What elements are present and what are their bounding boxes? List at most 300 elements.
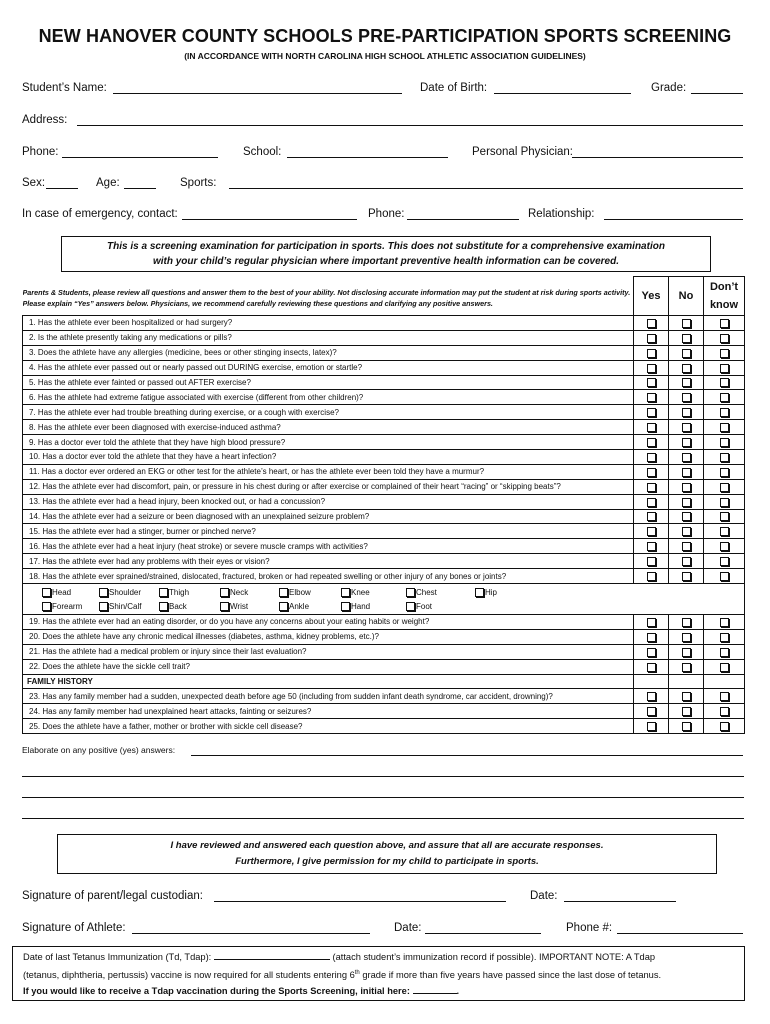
dont-know-checkbox[interactable] bbox=[720, 423, 729, 432]
question-text: 19. Has the athlete ever had an eating disorder, or do you have any concerns about your eating habits or weight? bbox=[23, 615, 634, 630]
dont-know-cell bbox=[704, 615, 745, 630]
yes-checkbox[interactable] bbox=[647, 319, 656, 328]
body-part-option[interactable] bbox=[475, 586, 497, 599]
body-parts-group bbox=[23, 585, 744, 613]
dont-know-checkbox[interactable] bbox=[720, 527, 729, 536]
parent-signature-field[interactable] bbox=[214, 901, 506, 902]
question-text: 24. Has any family member had unexplained heart attacks, fainting or seizures? bbox=[23, 704, 634, 719]
yes-checkbox[interactable] bbox=[647, 572, 656, 581]
body-part-option[interactable] bbox=[159, 600, 187, 613]
yes-checkbox[interactable] bbox=[647, 453, 656, 462]
body-part-label: Foot bbox=[416, 602, 433, 612]
body-part-checkbox[interactable] bbox=[42, 588, 51, 597]
question-row bbox=[23, 316, 745, 331]
question-text: 1. Has the athlete ever been hospitalized or had surgery? bbox=[23, 316, 634, 331]
yes-checkbox[interactable] bbox=[647, 557, 656, 566]
yes-cell bbox=[634, 479, 669, 494]
age-label: Age: bbox=[96, 177, 120, 189]
no-checkbox[interactable] bbox=[682, 572, 691, 581]
tdap-initial-period: . bbox=[456, 986, 460, 997]
dont-know-cell bbox=[704, 420, 745, 435]
body-part-option[interactable] bbox=[279, 600, 309, 613]
body-part-option[interactable] bbox=[406, 600, 432, 613]
body-parts-row bbox=[23, 584, 745, 615]
dont-know-header-line1: Don’t bbox=[709, 281, 739, 293]
yes-checkbox[interactable] bbox=[647, 542, 656, 551]
body-part-checkbox[interactable] bbox=[341, 602, 350, 611]
question-row bbox=[23, 509, 745, 524]
body-part-label: Knee bbox=[351, 588, 370, 598]
yes-cell bbox=[634, 375, 669, 390]
sex-label: Sex: bbox=[22, 177, 46, 189]
dont-know-cell bbox=[704, 435, 745, 450]
question-row bbox=[23, 390, 745, 405]
elaborate-line-2[interactable] bbox=[22, 776, 744, 777]
body-part-option[interactable] bbox=[279, 586, 311, 599]
dont-know-checkbox[interactable] bbox=[720, 618, 729, 627]
dont-know-cell bbox=[704, 345, 745, 360]
question-row bbox=[23, 435, 745, 450]
body-part-label: Chest bbox=[416, 588, 437, 598]
question-row bbox=[23, 689, 745, 704]
students-name-field[interactable] bbox=[113, 93, 402, 94]
question-text: 14. Has the athlete ever had a seizure or been diagnosed with an unexplained seizure problem? bbox=[23, 509, 634, 524]
school-field[interactable] bbox=[287, 157, 448, 158]
tdap-requirement-text: (tetanus, diphtheria, pertussis) vaccine is now required for all students entering 6 bbox=[23, 970, 355, 981]
yes-column-header: Yes bbox=[634, 277, 669, 316]
no-checkbox[interactable] bbox=[682, 692, 691, 701]
question-row bbox=[23, 330, 745, 345]
dont-know-checkbox[interactable] bbox=[720, 722, 729, 731]
phone-field[interactable] bbox=[62, 157, 218, 158]
grade-field[interactable] bbox=[691, 93, 743, 94]
body-part-option[interactable] bbox=[42, 586, 71, 599]
no-checkbox[interactable] bbox=[682, 334, 691, 343]
no-cell bbox=[669, 360, 704, 375]
question-row bbox=[23, 450, 745, 465]
no-cell bbox=[669, 464, 704, 479]
yes-checkbox[interactable] bbox=[647, 378, 656, 387]
yes-cell bbox=[634, 316, 669, 331]
body-part-label: Ankle bbox=[289, 602, 310, 612]
question-text: 22. Does the athlete have the sickle cell trait? bbox=[23, 659, 634, 674]
body-part-option[interactable] bbox=[99, 586, 141, 599]
parent-date-label: Date: bbox=[530, 890, 558, 902]
phone-label: Phone: bbox=[22, 146, 59, 158]
no-checkbox[interactable] bbox=[682, 438, 691, 447]
question-text: 3. Does the athlete have any allergies (medicine, bees or other stinging insects, latex)? bbox=[23, 345, 634, 360]
question-row bbox=[23, 615, 745, 630]
family-history-row bbox=[23, 674, 745, 689]
yes-checkbox[interactable] bbox=[647, 527, 656, 536]
parent-signature-label: Signature of parent/legal custodian: bbox=[22, 890, 203, 902]
no-cell bbox=[669, 330, 704, 345]
body-part-checkbox[interactable] bbox=[220, 602, 229, 611]
no-cell bbox=[669, 689, 704, 704]
question-text: 21. Has the athlete had a medical problem or injury since their last evaluation? bbox=[23, 644, 634, 659]
dont-know-checkbox[interactable] bbox=[720, 349, 729, 358]
notice-line-2: with your child’s regular physician where important preventive health information can be covered. bbox=[152, 256, 620, 267]
body-part-checkbox[interactable] bbox=[99, 588, 108, 597]
no-checkbox[interactable] bbox=[682, 663, 691, 672]
dont-know-cell bbox=[704, 524, 745, 539]
question-row bbox=[23, 420, 745, 435]
tdap-initial-label: If you would like to receive a Tdap vaccination during the Sports Screening, initial here: bbox=[23, 986, 410, 997]
yes-cell bbox=[634, 689, 669, 704]
no-cell bbox=[669, 420, 704, 435]
dont-know-checkbox[interactable] bbox=[720, 542, 729, 551]
body-part-checkbox[interactable] bbox=[159, 588, 168, 597]
athlete-date-field[interactable] bbox=[425, 933, 541, 934]
question-row bbox=[23, 539, 745, 554]
question-row bbox=[23, 345, 745, 360]
body-part-option[interactable] bbox=[99, 600, 141, 613]
sex-field[interactable] bbox=[46, 188, 78, 189]
body-part-checkbox[interactable] bbox=[99, 602, 108, 611]
elaborate-line-1[interactable] bbox=[191, 755, 743, 756]
no-cell bbox=[669, 569, 704, 584]
body-part-option[interactable] bbox=[341, 586, 370, 599]
no-cell bbox=[669, 390, 704, 405]
athlete-signature-field[interactable] bbox=[132, 933, 370, 934]
yes-cell bbox=[634, 659, 669, 674]
dont-know-checkbox[interactable] bbox=[720, 557, 729, 566]
tetanus-attach-note: (attach student’s immunization record if possible). IMPORTANT NOTE: A Tdap bbox=[332, 952, 656, 962]
dont-know-checkbox[interactable] bbox=[720, 572, 729, 581]
dont-know-checkbox[interactable] bbox=[720, 483, 729, 492]
parent-date-field[interactable] bbox=[564, 901, 676, 902]
no-cell bbox=[669, 719, 704, 734]
no-cell bbox=[669, 435, 704, 450]
yes-cell bbox=[634, 330, 669, 345]
body-part-label: Hip bbox=[485, 588, 498, 598]
dont-know-checkbox[interactable] bbox=[720, 408, 729, 417]
athlete-phone-field[interactable] bbox=[617, 933, 743, 934]
question-text: 17. Has the athlete ever had any problems with their eyes or vision? bbox=[23, 554, 634, 569]
dont-know-checkbox[interactable] bbox=[720, 438, 729, 447]
question-text: 25. Does the athlete have a father, mother or brother with sickle cell disease? bbox=[23, 719, 634, 734]
yes-checkbox[interactable] bbox=[647, 618, 656, 627]
dont-know-cell bbox=[704, 704, 745, 719]
question-row bbox=[23, 405, 745, 420]
grade-superscript: th bbox=[354, 970, 360, 976]
athlete-date-label: Date: bbox=[394, 922, 422, 934]
question-row bbox=[23, 704, 745, 719]
body-part-option[interactable] bbox=[220, 600, 248, 613]
dont-know-column-header bbox=[704, 277, 745, 316]
screening-notice bbox=[61, 236, 711, 272]
yes-checkbox[interactable] bbox=[647, 648, 656, 657]
body-part-checkbox[interactable] bbox=[475, 588, 484, 597]
no-checkbox[interactable] bbox=[682, 648, 691, 657]
dont-know-checkbox[interactable] bbox=[720, 334, 729, 343]
no-checkbox[interactable] bbox=[682, 378, 691, 387]
body-part-label: Forearm bbox=[52, 602, 83, 612]
no-checkbox[interactable] bbox=[682, 364, 691, 373]
body-part-option[interactable] bbox=[406, 586, 437, 599]
no-column-header: No bbox=[669, 277, 704, 316]
body-part-option[interactable] bbox=[220, 586, 248, 599]
yes-cell bbox=[634, 345, 669, 360]
elaborate-line-4[interactable] bbox=[22, 818, 744, 819]
no-cell bbox=[669, 479, 704, 494]
no-cell bbox=[669, 524, 704, 539]
dont-know-checkbox[interactable] bbox=[720, 692, 729, 701]
personal-physician-field[interactable] bbox=[572, 157, 743, 158]
table-header-row bbox=[23, 277, 745, 316]
date-of-birth-field[interactable] bbox=[494, 93, 631, 94]
body-part-checkbox[interactable] bbox=[159, 602, 168, 611]
relationship-label: Relationship: bbox=[528, 208, 595, 220]
no-checkbox[interactable] bbox=[682, 527, 691, 536]
no-cell bbox=[669, 659, 704, 674]
body-part-checkbox[interactable] bbox=[279, 588, 288, 597]
question-text: 6. Has the athlete had extreme fatigue associated with exercise (different from other children)? bbox=[23, 390, 634, 405]
no-cell bbox=[669, 554, 704, 569]
dont-know-checkbox[interactable] bbox=[720, 498, 729, 507]
no-checkbox[interactable] bbox=[682, 453, 691, 462]
no-checkbox[interactable] bbox=[682, 483, 691, 492]
yes-checkbox[interactable] bbox=[647, 423, 656, 432]
yes-cell bbox=[634, 360, 669, 375]
yes-checkbox[interactable] bbox=[647, 468, 656, 477]
body-part-label: Back bbox=[169, 602, 187, 612]
body-part-option[interactable] bbox=[159, 586, 189, 599]
question-row bbox=[23, 524, 745, 539]
yes-checkbox[interactable] bbox=[647, 349, 656, 358]
yes-checkbox[interactable] bbox=[647, 722, 656, 731]
yes-checkbox[interactable] bbox=[647, 512, 656, 521]
personal-physician-label: Personal Physician: bbox=[472, 146, 573, 158]
body-part-option[interactable] bbox=[42, 600, 82, 613]
yes-checkbox[interactable] bbox=[647, 692, 656, 701]
question-text: 20. Does the athlete have any chronic medical illnesses (diabetes, asthma, kidney problems, etc.)? bbox=[23, 629, 634, 644]
dont-know-cell bbox=[704, 644, 745, 659]
emergency-phone-label: Phone: bbox=[368, 208, 405, 220]
yes-checkbox[interactable] bbox=[647, 438, 656, 447]
family-history-heading: FAMILY HISTORY bbox=[23, 674, 634, 689]
yes-checkbox[interactable] bbox=[647, 707, 656, 716]
dont-know-cell bbox=[704, 405, 745, 420]
yes-cell bbox=[634, 494, 669, 509]
dont-know-cell bbox=[704, 659, 745, 674]
dont-know-cell bbox=[704, 316, 745, 331]
dont-know-cell bbox=[704, 719, 745, 734]
yes-checkbox[interactable] bbox=[647, 633, 656, 642]
no-checkbox[interactable] bbox=[682, 707, 691, 716]
yes-checkbox[interactable] bbox=[647, 483, 656, 492]
body-part-checkbox[interactable] bbox=[406, 602, 415, 611]
dont-know-checkbox[interactable] bbox=[720, 364, 729, 373]
yes-cell bbox=[634, 644, 669, 659]
no-checkbox[interactable] bbox=[682, 722, 691, 731]
sports-label: Sports: bbox=[180, 177, 217, 189]
no-cell bbox=[669, 509, 704, 524]
students-name-label: Student’s Name: bbox=[22, 82, 107, 94]
no-cell bbox=[669, 345, 704, 360]
no-checkbox[interactable] bbox=[682, 557, 691, 566]
yes-checkbox[interactable] bbox=[647, 393, 656, 402]
approval-line-1: I have reviewed and answered each question above, and assure that all are accurate responses. bbox=[170, 840, 604, 851]
yes-checkbox[interactable] bbox=[647, 408, 656, 417]
question-text: 9. Has a doctor ever told the athlete that they have high blood pressure? bbox=[23, 435, 634, 450]
tetanus-date-field[interactable] bbox=[214, 950, 330, 960]
yes-checkbox[interactable] bbox=[647, 663, 656, 672]
relationship-field[interactable] bbox=[604, 219, 743, 220]
no-checkbox[interactable] bbox=[682, 408, 691, 417]
dont-know-checkbox[interactable] bbox=[720, 378, 729, 387]
approval-line-2: Furthermore, I give permission for my child to participate in sports. bbox=[235, 856, 539, 867]
yes-cell bbox=[634, 719, 669, 734]
dont-know-checkbox[interactable] bbox=[720, 453, 729, 462]
question-text: 5. Has the athlete ever fainted or passed out AFTER exercise? bbox=[23, 375, 634, 390]
question-text: 16. Has the athlete ever had a heat injury (heat stroke) or severe muscle cramps with activities? bbox=[23, 539, 634, 554]
dont-know-cell bbox=[704, 629, 745, 644]
question-row bbox=[23, 375, 745, 390]
question-text: 12. Has the athlete ever had discomfort, pain, or pressure in his chest during or after exercise or complained of their heart “racing” or “skipping beats”? bbox=[23, 479, 634, 494]
emergency-phone-field[interactable] bbox=[407, 219, 519, 220]
dont-know-cell bbox=[704, 479, 745, 494]
school-label: School: bbox=[243, 146, 282, 158]
dont-know-checkbox[interactable] bbox=[720, 468, 729, 477]
body-part-label: Elbow bbox=[289, 588, 311, 598]
question-row bbox=[23, 629, 745, 644]
question-text: 4. Has the athlete ever passed out or nearly passed out DURING exercise, emotion or startle? bbox=[23, 360, 634, 375]
no-checkbox[interactable] bbox=[682, 393, 691, 402]
body-part-label: Shin/Calf bbox=[109, 602, 142, 612]
no-cell bbox=[669, 450, 704, 465]
page-title: NEW HANOVER COUNTY SCHOOLS PRE-PARTICIPATION SPORTS SCREENING bbox=[38, 26, 732, 46]
body-part-label: Neck bbox=[230, 588, 249, 598]
athlete-phone-label: Phone #: bbox=[566, 922, 613, 934]
dont-know-cell bbox=[704, 464, 745, 479]
dont-know-cell bbox=[704, 539, 745, 554]
age-field[interactable] bbox=[124, 188, 156, 189]
question-row bbox=[23, 719, 745, 734]
yes-cell bbox=[634, 450, 669, 465]
question-text: 8. Has the athlete ever been diagnosed with exercise-induced asthma? bbox=[23, 420, 634, 435]
no-cell bbox=[669, 629, 704, 644]
address-field[interactable] bbox=[77, 125, 743, 126]
body-part-label: Thigh bbox=[169, 588, 190, 598]
tdap-initial-field[interactable] bbox=[413, 984, 457, 994]
tetanus-box bbox=[12, 946, 745, 1001]
yes-cell bbox=[634, 390, 669, 405]
dont-know-checkbox[interactable] bbox=[720, 319, 729, 328]
no-checkbox[interactable] bbox=[682, 468, 691, 477]
dont-know-cell bbox=[704, 554, 745, 569]
yes-cell bbox=[634, 420, 669, 435]
no-cell bbox=[669, 494, 704, 509]
instructions-cell bbox=[23, 277, 634, 316]
body-part-checkbox[interactable] bbox=[341, 588, 350, 597]
dont-know-cell bbox=[704, 509, 745, 524]
yes-cell bbox=[634, 464, 669, 479]
question-text: 15. Has the athlete ever had a stinger, burner or pinched nerve? bbox=[23, 524, 634, 539]
dont-know-cell bbox=[704, 569, 745, 584]
questionnaire-table bbox=[22, 276, 745, 734]
emergency-contact-field[interactable] bbox=[182, 219, 357, 220]
no-checkbox[interactable] bbox=[682, 633, 691, 642]
question-text: 10. Has a doctor ever told the athlete that they have a heart infection? bbox=[23, 450, 634, 465]
sports-field[interactable] bbox=[229, 188, 743, 189]
body-part-label: Hand bbox=[351, 602, 371, 612]
question-row bbox=[23, 494, 745, 509]
tetanus-date-label: Date of last Tetanus Immunization (Td, Tdap): bbox=[23, 952, 212, 962]
athlete-signature-label: Signature of Athlete: bbox=[22, 922, 126, 934]
question-text: 13. Has the athlete ever had a head injury, been knocked out, or had a concussion? bbox=[23, 494, 634, 509]
body-part-label: Wrist bbox=[230, 602, 249, 612]
body-part-label: Shoulder bbox=[109, 588, 142, 598]
no-checkbox[interactable] bbox=[682, 319, 691, 328]
question-row bbox=[23, 569, 745, 584]
question-row bbox=[23, 360, 745, 375]
no-cell bbox=[669, 644, 704, 659]
body-part-checkbox[interactable] bbox=[42, 602, 51, 611]
dont-know-cell bbox=[704, 450, 745, 465]
dont-know-cell bbox=[704, 360, 745, 375]
no-checkbox[interactable] bbox=[682, 423, 691, 432]
dont-know-checkbox[interactable] bbox=[720, 648, 729, 657]
question-text: 11. Has a doctor ever ordered an EKG or other test for the athlete’s heart, or has the athlete ever been told they have a murmur? bbox=[23, 464, 634, 479]
notice-line-1: This is a screening examination for participation in sports. This does not substitute for a comprehensive examination bbox=[107, 241, 665, 252]
dont-know-cell bbox=[704, 494, 745, 509]
yes-cell bbox=[634, 435, 669, 450]
address-label: Address: bbox=[22, 114, 68, 126]
emergency-contact-label: In case of emergency, contact: bbox=[22, 208, 178, 220]
no-cell bbox=[669, 375, 704, 390]
question-text: 2. Is the athlete presently taking any medications or pills? bbox=[23, 330, 634, 345]
yes-cell bbox=[634, 569, 669, 584]
dont-know-checkbox[interactable] bbox=[720, 633, 729, 642]
no-cell bbox=[669, 615, 704, 630]
question-row bbox=[23, 479, 745, 494]
no-checkbox[interactable] bbox=[682, 498, 691, 507]
dont-know-checkbox[interactable] bbox=[720, 512, 729, 521]
yes-checkbox[interactable] bbox=[647, 334, 656, 343]
no-checkbox[interactable] bbox=[682, 618, 691, 627]
yes-checkbox[interactable] bbox=[647, 364, 656, 373]
dont-know-checkbox[interactable] bbox=[720, 707, 729, 716]
yes-checkbox[interactable] bbox=[647, 498, 656, 507]
dont-know-cell bbox=[704, 375, 745, 390]
no-checkbox[interactable] bbox=[682, 542, 691, 551]
body-part-checkbox[interactable] bbox=[220, 588, 229, 597]
tdap-requirement-text-cont: grade if more than five years have passed since the last dose of tetanus. bbox=[359, 970, 662, 981]
dont-know-checkbox[interactable] bbox=[720, 663, 729, 672]
no-cell bbox=[669, 405, 704, 420]
no-checkbox[interactable] bbox=[682, 349, 691, 358]
yes-cell bbox=[634, 629, 669, 644]
grade-label: Grade: bbox=[651, 82, 687, 94]
no-cell bbox=[669, 539, 704, 554]
dont-know-checkbox[interactable] bbox=[720, 393, 729, 402]
no-checkbox[interactable] bbox=[682, 512, 691, 521]
approval-statement bbox=[57, 834, 717, 874]
elaborate-line-3[interactable] bbox=[22, 797, 744, 798]
yes-cell bbox=[634, 704, 669, 719]
question-text: 23. Has any family member had a sudden, unexpected death before age 50 (including from sudden infant death syndrome, car accident, drowning)? bbox=[23, 689, 634, 704]
dont-know-cell bbox=[704, 390, 745, 405]
body-part-option[interactable] bbox=[341, 600, 370, 613]
question-row bbox=[23, 659, 745, 674]
body-part-checkbox[interactable] bbox=[406, 588, 415, 597]
question-row bbox=[23, 644, 745, 659]
yes-cell bbox=[634, 405, 669, 420]
dont-know-header-line2: know bbox=[709, 299, 739, 311]
no-cell bbox=[669, 316, 704, 331]
body-part-checkbox[interactable] bbox=[279, 602, 288, 611]
